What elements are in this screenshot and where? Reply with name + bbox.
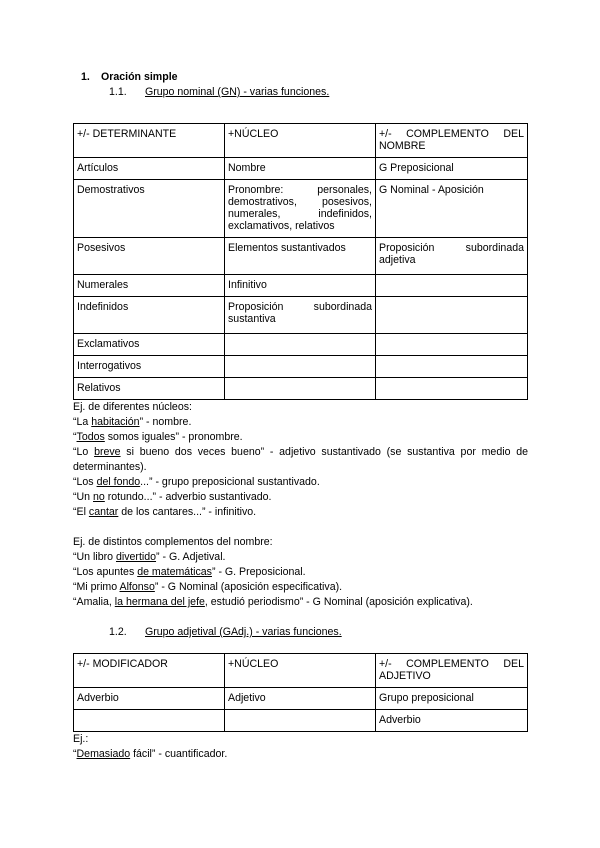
example-text: “Los — [73, 476, 97, 488]
example-highlight: del fondo — [96, 476, 141, 488]
table-cell: Adverbio — [376, 710, 528, 732]
header-cell: +/- MODIFICADOR — [74, 654, 225, 688]
table-cell — [376, 356, 528, 378]
subsection-title: Grupo adjetival (GAdj.) - varias funciones. — [145, 626, 342, 638]
example-line — [73, 747, 528, 762]
example-highlight: Alfonso — [119, 581, 155, 593]
example-text: “Los apuntes — [73, 566, 138, 578]
example-text: ” - G. Preposicional. — [211, 566, 306, 578]
table-cell — [74, 710, 225, 732]
example-text: “ — [73, 431, 77, 443]
table-row — [74, 238, 528, 275]
table-cell: Proposición subordinada adjetiva — [376, 238, 528, 275]
subsection-title: Grupo nominal (GN) - varias funciones. — [145, 86, 330, 98]
header-cell: +/- COMPLEMENTO DEL ADJETIVO — [376, 654, 528, 688]
section-heading — [73, 70, 528, 85]
example-text: “Lo — [73, 446, 95, 458]
example-highlight: de matemáticas — [137, 566, 212, 578]
subsection-heading-1-2 — [73, 625, 528, 640]
example-text: “ — [73, 748, 77, 760]
example-line — [73, 490, 528, 505]
examples-intro: Ej.: — [73, 733, 89, 745]
table-cell: Numerales — [74, 275, 225, 297]
header-cell: +/- COMPLEMENTO DEL NOMBRE — [376, 124, 528, 158]
table-cell: Pronombre: personales, demostrativos, posesivos, numerales, indefinidos, exclamativos, relativos — [225, 180, 376, 238]
example-highlight: la hermana del jefe — [114, 596, 205, 608]
example-highlight: cantar — [88, 506, 119, 518]
table-cell — [225, 710, 376, 732]
table-header-row — [74, 654, 528, 688]
table-row — [74, 275, 528, 297]
table-cell: Exclamativos — [74, 334, 225, 356]
example-text: ” - G. Adjetival. — [156, 551, 226, 563]
table-row — [74, 334, 528, 356]
subsection-heading-1-1 — [73, 85, 528, 100]
example-text: de los cantares...” - infinitivo. — [118, 506, 257, 518]
document-page — [73, 70, 528, 762]
example-text: “Mi primo — [73, 581, 120, 593]
subsection-number: 1.2. — [109, 626, 127, 638]
example-text: somos iguales” - pronombre. — [104, 431, 243, 443]
example-text: ” - nombre. — [139, 416, 192, 428]
example-text: “Amalia, — [73, 596, 115, 608]
example-line — [73, 505, 528, 520]
example-text: “El — [73, 506, 89, 518]
example-line — [73, 430, 528, 445]
table-cell: Posesivos — [74, 238, 225, 275]
section-number: 1. — [81, 71, 90, 83]
example-line — [73, 550, 528, 565]
example-highlight: habitación — [91, 416, 140, 428]
examples-intro: Ej. de distintos complementos del nombre: — [73, 536, 273, 548]
example-highlight: breve — [94, 446, 121, 458]
complementos-examples — [73, 535, 528, 610]
example-highlight: no — [93, 491, 105, 503]
example-highlight: Todos — [76, 431, 105, 443]
example-line — [73, 565, 528, 580]
table-header-row — [74, 124, 528, 158]
table-cell: Indefinidos — [74, 297, 225, 334]
adjetival-examples — [73, 732, 528, 762]
table-row — [74, 378, 528, 400]
table-cell — [225, 378, 376, 400]
table-cell — [225, 334, 376, 356]
table-cell — [376, 297, 528, 334]
header-cell: +NÚCLEO — [225, 654, 376, 688]
example-text: “La — [73, 416, 92, 428]
example-text: ” - G Nominal (aposición especificativa). — [154, 581, 343, 593]
example-text: “Un — [73, 491, 94, 503]
example-line — [73, 595, 528, 610]
header-cell: +NÚCLEO — [225, 124, 376, 158]
example-text: rotundo...” - adverbio sustantivado. — [104, 491, 272, 503]
table-grupo-nominal — [73, 123, 528, 400]
table-row — [74, 180, 528, 238]
table-cell: Grupo preposicional — [376, 688, 528, 710]
table-row — [74, 297, 528, 334]
table-cell: Demostrativos — [74, 180, 225, 238]
table-row — [74, 356, 528, 378]
example-highlight: divertido — [115, 551, 157, 563]
table-cell — [376, 275, 528, 297]
section-title: Oración simple — [101, 71, 178, 83]
table-row — [74, 688, 528, 710]
examples-intro: Ej. de diferentes núcleos: — [73, 401, 192, 413]
table-grupo-adjetival — [73, 653, 528, 732]
table-cell: G Nominal - Aposición — [376, 180, 528, 238]
example-line — [73, 580, 528, 595]
table-cell: Adverbio — [74, 688, 225, 710]
example-line — [73, 445, 528, 475]
table-cell: Nombre — [225, 158, 376, 180]
example-text: fácil” - cuantificador. — [130, 748, 228, 760]
table-cell: Proposición subordinada sustantiva — [225, 297, 376, 334]
table-cell: Infinitivo — [225, 275, 376, 297]
example-line — [73, 415, 528, 430]
table-row — [74, 710, 528, 732]
table-cell: G Preposicional — [376, 158, 528, 180]
example-text: ...” - grupo preposicional sustantivado. — [140, 476, 320, 488]
table-row — [74, 158, 528, 180]
table-cell — [376, 334, 528, 356]
table-cell: Relativos — [74, 378, 225, 400]
header-cell: +/- DETERMINANTE — [74, 124, 225, 158]
table-cell — [376, 378, 528, 400]
table-cell: Interrogativos — [74, 356, 225, 378]
table-cell: Adjetivo — [225, 688, 376, 710]
example-text: , estudió periodismo” - G Nominal (aposición explicativa). — [204, 596, 473, 608]
table-cell — [225, 356, 376, 378]
example-text: si bueno dos veces bueno” - adjetivo sustantivado (se sustantiva por medio de determinantes). — [73, 446, 528, 473]
nucleos-examples — [73, 400, 528, 520]
table-cell: Artículos — [74, 158, 225, 180]
subsection-number: 1.1. — [109, 86, 127, 98]
table-cell: Elementos sustantivados — [225, 238, 376, 275]
example-highlight: Demasiado — [76, 748, 131, 760]
example-line — [73, 475, 528, 490]
example-text: “Un libro — [73, 551, 116, 563]
